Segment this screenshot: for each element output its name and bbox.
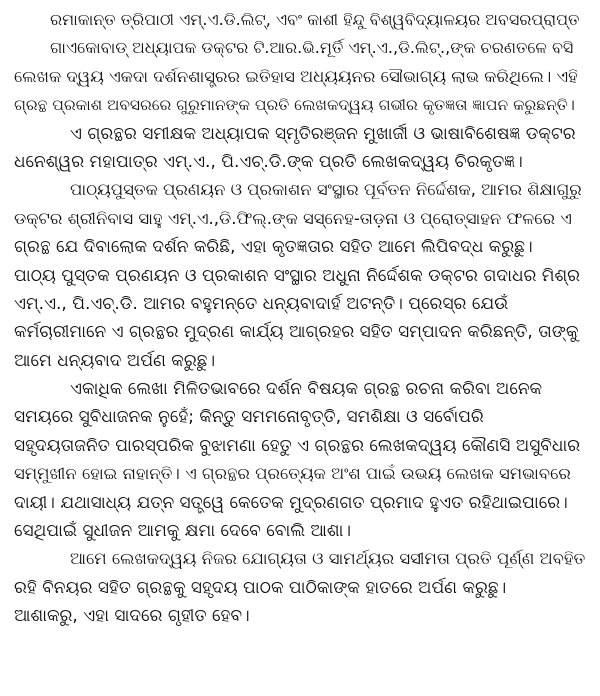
text-line: ସମୟରେ ସୁବିଧାଜନକ ନୁହେଁ; କିନ୍ତୁ ସମମନୋବୃତ୍ତି, ସମଶିକ୍ଷା ଓ ସର୍ବୋପରି xyxy=(14,407,484,428)
paragraph-acknowledgement-publisher xyxy=(14,176,586,375)
text-line: ଏମ୍‌.ଏ., ପି.ଏଚ୍‌.ଡି. ଆମର ବହୁମନ୍ତେ ଧନ୍ୟବାଦାର୍ହ ଅଟନ୍ତି। ପ୍ରେସ୍‌ର ଯେଉଁ xyxy=(14,293,509,314)
text-line: ରମାକାନ୍ତ ତ୍ରିପାଠୀ ଏମ୍‌.ଏ.ଡି.ଲିଟ୍‌, ଏବଂ କାଶୀ ହିନ୍ଦୁ ବିଶ୍ୱବିଦ୍ୟାଳୟର ଅବସରପ୍ରାପ୍ତ xyxy=(50,10,580,29)
text-line: ପାଠ୍ୟ ପୁସ୍ତକ ପ୍ରଣୟନ ଓ ପ୍ରକାଶନ ସଂସ୍ଥାର ଅଧୁନା ନିର୍ଦ୍ଦେଶକ ଡକ୍ଟର ଗଦାଧର ମିଶ୍ର xyxy=(14,265,580,286)
text-line: ଗ୍ରନ୍ଥ ଯେ ଦିବାଲୋକ ଦର୍ଶନ କରିଛି, ଏହା କୃତଜ୍ଞତାର ସହିତ ଆମେ ଲିପିବଦ୍ଧ କରୁଛୁ। xyxy=(14,237,533,258)
text-line: ସହୃଦୟତାଜନିତ ପାରସ୍ପରିକ ବୁଝାମଣା ହେତୁ ଏ ଗ୍ରନ୍ଥର ଲେଖକଦ୍ୱୟ କୌଣସି ଅସୁବିଧାର xyxy=(14,435,581,456)
paragraph-dedication-to-readers xyxy=(14,545,586,630)
text-line: କର୍ମଚାରୀମାନେ ଏ ଗ୍ରନ୍ଥର ମୁଦ୍ରଣ କାର୍ଯ୍ୟ ଆଗ୍ରହର ସହିତ ସମ୍ପାଦନ କରିଛନ୍ତି, ତାଙ୍କୁ xyxy=(14,322,579,343)
text-line: ଡକ୍ଟର ଶ୍ରୀନିବାସ ସାହୁ ଏମ୍‌.ଏ.,ଡି.ଫିଲ୍‌.ଙ୍କ ସସ୍ନେହ-ତାଡ଼ନା ଓ ପ୍ରୋତ୍ସାହନ ଫଳରେ ଏ xyxy=(14,208,572,228)
text-line: ଏକାଧିକ ଲେଖା ମିଳିତଭାବରେ ଦର୍ଶନ ବିଷୟକ ଗ୍ରନ୍ଥ ରଚନା କରିବା ଅନେକ xyxy=(70,379,543,400)
text-line: ଗ୍ରନ୍ଥ ପ୍ରକାଶ ଅବସରରେ ଗୁରୁମାନଙ୍କ ପ୍ରତି ଲେଖକଦ୍ୱୟ ଗଭୀର କୃତଜ୍ଞତା ଜ୍ଞାପନ କରୁଛନ୍ତି। xyxy=(14,96,575,115)
text-line: ଦାୟୀ। ଯଥାସାଧ୍ୟ ଯତ୍ନ ସତ୍ତ୍ୱେ କେତେକ ମୁଦ୍ରଣଗତ ପ୍ରମାଦ ହୁଏତ ରହିଥାଇପାରେ। xyxy=(14,492,568,513)
text-line: ଧନେଶ୍ୱର ମହାପାତ୍ର ଏମ୍‌.ଏ., ପି.ଏଚ୍‌.ଡି.ଙ୍କ ପ୍ରତି ଲେଖକଦ୍ୱୟ ଚିରକୃତଜ୍ଞ। xyxy=(14,151,523,172)
text-line: ଆମେ ଲେଖକଦ୍ୱୟ ନିଜର ଯୋଗ୍ୟତା ଓ ସାମର୍ଥ୍ୟର ସସୀମତା ପ୍ରତି ପୂର୍ଣ୍ଣ ଅବହିତ xyxy=(70,549,586,569)
text-line: ଏ ଗ୍ରନ୍ଥର ସମୀକ୍ଷକ ଅଧ୍ୟାପକ ସ୍ମୃତିରଞ୍ଜନ ମୁଖାର୍ଜୀ ଓ ଭାଷାବିଶେଷଜ୍ଞ ଡକ୍ଟର xyxy=(70,123,576,144)
text-line: ରହି ବିନୟର ସହିତ ଗ୍ରନ୍ଥକୁ ସହୃଦୟ ପାଠକ ପାଠିକାଙ୍କ ହାତରେ ଅର୍ପଣ କରୁଛୁ। xyxy=(14,577,507,598)
text-line: ଗାଏକୋବାଡ୍‌ ଅଧ୍ୟାପକ ଡକ୍ଟର ଟି.ଆର.ଭି.ମୂର୍ତି ଏମ୍‌.ଏ.,ଡି.ଲିଟ୍‌.,ଙ୍କ ଚରଣତଳେ ବସି xyxy=(50,38,574,58)
paragraph-acknowledgement-teachers xyxy=(14,6,586,120)
text-line: ସେଥିପାଇଁ ସୁଧୀଜନ ଆମକୁ କ୍ଷମା ଦେବେ ବୋଲି ଆଶା। xyxy=(14,521,352,542)
text-line: ସମ୍ମୁଖୀନ ହୋଇ ନାହାନ୍ତି। ଏ ଗ୍ରନ୍ଥର ପ୍ରତ୍ୟେକ ଅଂଶ ପାଇଁ ଉଭୟ ଲେଖକ ସମଭାବରେ xyxy=(14,464,571,484)
text-line: ଲେଖକ ଦ୍ୱୟ ଏକଦା ଦର୍ଶନଶାସ୍ତ୍ରର ଇତିହାସ ଅଧ୍ୟୟନର ସୌଭାଗ୍ୟ ଲାଭ କରିଥିଲେ। ଏହି xyxy=(14,66,578,86)
text-line: ଆମେ ଧନ୍ୟବାଦ ଅର୍ପଣ କରୁଛୁ। xyxy=(14,350,216,371)
paragraph-acknowledgement-reviewers xyxy=(14,120,586,177)
text-line: ଆଶାକରୁ, ଏହା ସାଦରେ ଗୃହୀତ ହେବ। xyxy=(14,606,250,627)
text-line: ପାଠ୍ୟପୁସ୍ତକ ପ୍ରଣୟନ ଓ ପ୍ରକାଶନ ସଂସ୍ଥାର ପୂର୍ବତନ ନିର୍ଦ୍ଦେଶକ, ଆମର ଶିକ୍ଷାଗୁରୁ xyxy=(70,180,582,200)
paragraph-joint-authorship xyxy=(14,375,586,545)
